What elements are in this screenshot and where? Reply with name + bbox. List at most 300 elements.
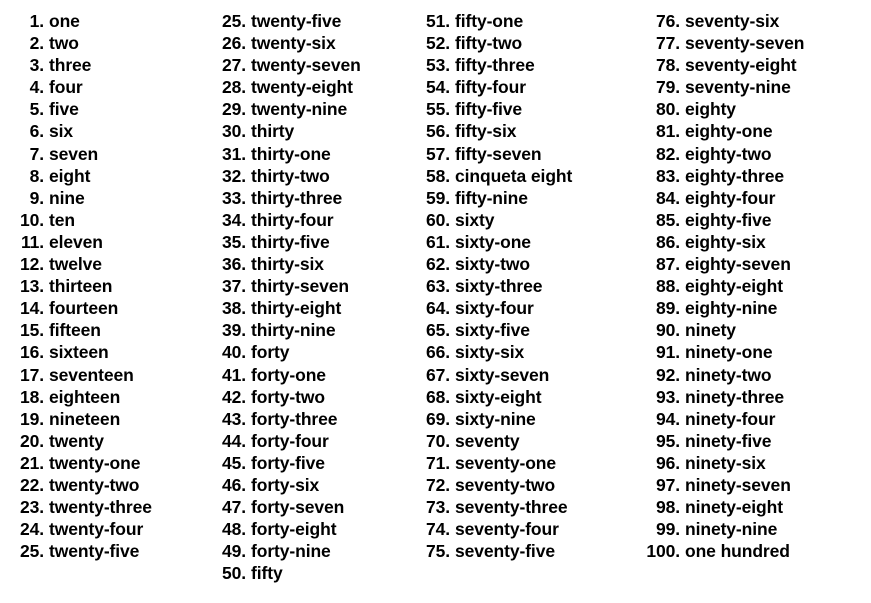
list-item-number: 46.	[221, 474, 246, 495]
list-item-word: thirty-five	[251, 231, 330, 252]
list-item-number: 60.	[425, 209, 450, 230]
list-item	[220, 496, 406, 518]
list-item-word: seventy-five	[455, 541, 555, 562]
list-item	[220, 10, 406, 32]
list-item-number: 72.	[425, 474, 450, 495]
list-item	[18, 297, 206, 319]
list-item-number: 88.	[655, 276, 680, 297]
list-item	[220, 386, 406, 408]
list-item	[18, 187, 206, 209]
list-item	[424, 253, 628, 275]
list-item-word: thirteen	[49, 276, 113, 297]
list-item	[646, 253, 871, 275]
list-item-number: 38.	[221, 298, 246, 319]
list-item-word: eighty-five	[685, 209, 772, 230]
list-item-word: eighty-six	[685, 231, 766, 252]
list-item-number: 25.	[221, 11, 246, 31]
list-item-word: sixty-five	[455, 320, 530, 341]
list-item-number: 55.	[425, 99, 450, 120]
list-item	[220, 76, 406, 98]
list-item	[220, 231, 406, 253]
list-item	[424, 231, 628, 253]
list-item-word: fifty-four	[455, 77, 526, 98]
list-item-word: twenty-three	[49, 497, 152, 518]
list-item-number: 34.	[221, 209, 246, 230]
list-item-number: 44.	[221, 430, 246, 451]
list-item-number: 22.	[19, 474, 44, 495]
list-item	[646, 275, 871, 297]
list-item-number: 97.	[655, 474, 680, 495]
list-item-word: forty-one	[251, 364, 326, 385]
list-item-word: forty-six	[251, 474, 320, 495]
list-item-word: ten	[49, 209, 75, 230]
list-item	[646, 341, 871, 363]
number-list-column-4	[628, 10, 871, 562]
list-item-number: 4.	[29, 77, 44, 98]
list-item-word: forty-seven	[251, 497, 345, 518]
list-item-number: 69.	[425, 408, 450, 429]
list-item-number: 73.	[425, 497, 450, 518]
list-item	[424, 98, 628, 120]
list-item-word: eighty-nine	[685, 298, 778, 319]
list-item	[424, 518, 628, 540]
list-item	[18, 474, 206, 496]
list-item-number: 80.	[655, 99, 680, 120]
list-item-word: forty-three	[251, 408, 338, 429]
list-item-number: 17.	[19, 364, 44, 385]
list-item	[18, 496, 206, 518]
list-item-number: 29.	[221, 99, 246, 120]
list-item	[220, 562, 406, 584]
list-item-number: 82.	[655, 143, 680, 164]
list-item-number: 56.	[425, 121, 450, 142]
list-item-word: sixty-two	[455, 254, 530, 275]
list-item	[220, 275, 406, 297]
list-item-number: 27.	[221, 55, 246, 76]
list-item-number: 81.	[655, 121, 680, 142]
list-item-word: twelve	[49, 254, 102, 275]
list-item	[18, 76, 206, 98]
list-item-number: 12.	[19, 254, 44, 275]
list-item-number: 45.	[221, 452, 246, 473]
list-item	[18, 98, 206, 120]
list-item-number: 30.	[221, 121, 246, 142]
list-item-number: 71.	[425, 452, 450, 473]
list-item-number: 26.	[221, 33, 246, 54]
list-item-word: seventy-eight	[685, 55, 797, 76]
list-item	[220, 319, 406, 341]
list-item-number: 7.	[29, 143, 44, 164]
list-item	[424, 474, 628, 496]
list-item-word: fifty-two	[455, 33, 523, 54]
list-item	[646, 209, 871, 231]
list-item-word: seventy-four	[455, 519, 559, 540]
list-item	[18, 341, 206, 363]
list-item	[18, 319, 206, 341]
list-item-number: 54.	[425, 77, 450, 98]
list-item-number: 100.	[646, 541, 680, 562]
list-item-word: fifty-one	[455, 11, 524, 31]
list-item	[18, 165, 206, 187]
list-item	[646, 408, 871, 430]
list-item	[424, 408, 628, 430]
list-item-number: 91.	[655, 342, 680, 363]
list-item-word: one hundred	[685, 541, 790, 562]
list-item-number: 78.	[655, 55, 680, 76]
list-item	[646, 319, 871, 341]
list-item	[424, 143, 628, 165]
list-item-number: 39.	[221, 320, 246, 341]
list-item	[220, 98, 406, 120]
list-item	[220, 452, 406, 474]
list-item-word: seventy-nine	[685, 77, 791, 98]
list-item-number: 37.	[221, 276, 246, 297]
list-item-number: 14.	[19, 298, 44, 319]
list-item-word: fifteen	[49, 320, 101, 341]
list-item	[424, 341, 628, 363]
list-item	[646, 474, 871, 496]
list-item-number: 35.	[221, 231, 246, 252]
list-item	[646, 120, 871, 142]
list-item	[220, 253, 406, 275]
list-item-number: 61.	[425, 231, 450, 252]
list-item-word: eighty-seven	[685, 254, 791, 275]
list-item	[220, 408, 406, 430]
list-item-word: eight	[49, 165, 91, 186]
list-item-number: 6.	[29, 121, 44, 142]
list-item	[424, 364, 628, 386]
list-item-word: fifty-nine	[455, 187, 528, 208]
list-item	[646, 518, 871, 540]
number-list-columns	[0, 10, 871, 584]
list-item-number: 13.	[19, 276, 44, 297]
list-item-number: 3.	[29, 55, 44, 76]
list-item-number: 16.	[19, 342, 44, 363]
list-item-number: 67.	[425, 364, 450, 385]
list-item-word: ninety-six	[685, 452, 766, 473]
list-item-number: 19.	[19, 408, 44, 429]
list-item-word: sixty-six	[455, 342, 525, 363]
list-item	[424, 430, 628, 452]
list-item	[424, 32, 628, 54]
list-item-word: thirty-one	[251, 143, 331, 164]
list-item-number: 24.	[19, 519, 44, 540]
number-list-column-1	[0, 10, 206, 562]
list-item-number: 42.	[221, 386, 246, 407]
list-item-word: seven	[49, 143, 99, 164]
list-item-word: eighty	[685, 99, 736, 120]
list-item-word: twenty-seven	[251, 55, 361, 76]
list-item	[220, 32, 406, 54]
list-item	[220, 430, 406, 452]
list-item-number: 96.	[655, 452, 680, 473]
list-item-word: twenty-eight	[251, 77, 353, 98]
list-item-word: fifty	[251, 563, 283, 584]
list-item-number: 68.	[425, 386, 450, 407]
list-item	[18, 10, 206, 32]
list-item	[18, 540, 206, 562]
list-item	[424, 452, 628, 474]
list-item-number: 36.	[221, 254, 246, 275]
list-item-number: 63.	[425, 276, 450, 297]
list-item-word: fifty-three	[455, 55, 535, 76]
list-item	[424, 319, 628, 341]
list-item	[220, 518, 406, 540]
list-item-word: eighty-three	[685, 165, 784, 186]
list-item-word: sixty	[455, 209, 495, 230]
list-item-number: 75.	[425, 541, 450, 562]
list-item-word: ninety	[685, 320, 736, 341]
list-item-word: thirty-seven	[251, 276, 349, 297]
list-item	[424, 54, 628, 76]
list-item-word: seventeen	[49, 364, 134, 385]
list-item	[424, 76, 628, 98]
list-item-number: 62.	[425, 254, 450, 275]
list-item-number: 58.	[425, 165, 450, 186]
list-item-word: sixteen	[49, 342, 109, 363]
list-item-word: eighty-one	[685, 121, 773, 142]
list-item-number: 11.	[20, 231, 44, 252]
list-item	[18, 253, 206, 275]
list-item	[424, 275, 628, 297]
list-item-word: two	[49, 33, 79, 54]
list-item	[646, 54, 871, 76]
list-item-number: 87.	[655, 254, 680, 275]
list-item-number: 85.	[655, 209, 680, 230]
list-item-word: twenty-five	[251, 11, 342, 31]
list-item-word: thirty	[251, 121, 295, 142]
list-item-word: sixty-seven	[455, 364, 550, 385]
list-item	[424, 120, 628, 142]
list-item-word: thirty-six	[251, 254, 324, 275]
list-item-number: 90.	[655, 320, 680, 341]
list-item	[18, 231, 206, 253]
list-item	[646, 452, 871, 474]
list-item	[220, 165, 406, 187]
list-item-number: 65.	[425, 320, 450, 341]
list-item	[220, 540, 406, 562]
list-item-number: 43.	[221, 408, 246, 429]
list-item-word: seventy-seven	[685, 33, 805, 54]
number-list-column-3	[406, 10, 628, 562]
list-item-number: 70.	[425, 430, 450, 451]
list-item-word: thirty-four	[251, 209, 334, 230]
list-item-word: four	[49, 77, 83, 98]
list-item-number: 21.	[19, 452, 44, 473]
list-item	[646, 32, 871, 54]
list-item	[646, 540, 871, 562]
list-item-word: forty-four	[251, 430, 329, 451]
list-item-number: 89.	[655, 298, 680, 319]
list-item	[646, 364, 871, 386]
list-item	[646, 187, 871, 209]
list-item	[18, 32, 206, 54]
list-item-number: 49.	[221, 541, 246, 562]
list-item-number: 47.	[221, 497, 246, 518]
list-item-word: ninety-two	[685, 364, 772, 385]
list-item-word: ninety-nine	[685, 519, 778, 540]
list-item	[220, 341, 406, 363]
list-item-word: ninety-seven	[685, 474, 791, 495]
list-item-word: forty-two	[251, 386, 325, 407]
list-item-number: 48.	[221, 519, 246, 540]
list-item-word: seventy-one	[455, 452, 557, 473]
list-item-word: ninety-five	[685, 430, 772, 451]
list-item	[18, 120, 206, 142]
list-item-word: thirty-three	[251, 187, 343, 208]
list-item-number: 74.	[425, 519, 450, 540]
list-item	[220, 54, 406, 76]
list-item	[646, 143, 871, 165]
list-item	[646, 76, 871, 98]
list-item-word: twenty-two	[49, 474, 140, 495]
list-item-number: 5.	[29, 99, 44, 120]
list-item-number: 32.	[221, 165, 246, 186]
list-item	[220, 187, 406, 209]
list-item	[424, 187, 628, 209]
list-item-number: 59.	[425, 187, 450, 208]
list-item	[220, 297, 406, 319]
list-item-word: fifty-six	[455, 121, 517, 142]
list-item-word: twenty-six	[251, 33, 336, 54]
list-item-number: 86.	[655, 231, 680, 252]
list-item	[646, 10, 871, 32]
list-item-word: ninety-one	[685, 342, 773, 363]
list-item-word: twenty	[49, 430, 104, 451]
list-item	[646, 231, 871, 253]
list-item-word: fifty-five	[455, 99, 523, 120]
list-item-number: 15.	[19, 320, 44, 341]
list-item-word: seventy	[455, 430, 520, 451]
list-item-word: twenty-nine	[251, 99, 348, 120]
number-list-column-2	[206, 10, 406, 584]
list-item	[18, 408, 206, 430]
list-item	[220, 474, 406, 496]
list-item-word: thirty-eight	[251, 298, 342, 319]
list-item-number: 84.	[655, 187, 680, 208]
list-item	[424, 297, 628, 319]
list-item-number: 77.	[655, 33, 680, 54]
list-item-word: eleven	[49, 231, 103, 252]
list-item-word: seventy-two	[455, 474, 556, 495]
list-item-word: twenty-one	[49, 452, 141, 473]
list-item-number: 31.	[221, 143, 246, 164]
list-item	[18, 364, 206, 386]
list-item	[424, 165, 628, 187]
list-item	[18, 209, 206, 231]
list-item-number: 52.	[425, 33, 450, 54]
list-item	[18, 386, 206, 408]
list-item-word: ninety-three	[685, 386, 784, 407]
list-item-number: 18.	[19, 386, 44, 407]
list-item-word: five	[49, 99, 79, 120]
list-item-number: 94.	[655, 408, 680, 429]
list-item	[18, 275, 206, 297]
list-item-number: 33.	[221, 187, 246, 208]
list-item-number: 92.	[655, 364, 680, 385]
list-item-word: sixty-four	[455, 298, 534, 319]
list-item	[646, 430, 871, 452]
list-item	[220, 143, 406, 165]
list-item-word: twenty-five	[49, 541, 140, 562]
list-item-number: 98.	[655, 497, 680, 518]
list-item-word: eighty-two	[685, 143, 772, 164]
list-item	[424, 10, 628, 32]
list-item-word: forty	[251, 342, 290, 363]
list-item	[18, 143, 206, 165]
list-item	[424, 209, 628, 231]
list-item-word: fifty-seven	[455, 143, 542, 164]
list-item-number: 1.	[29, 11, 44, 31]
list-item-number: 20.	[19, 430, 44, 451]
list-item-word: cinqueta eight	[455, 165, 573, 186]
list-item-word: thirty-two	[251, 165, 330, 186]
list-item	[18, 452, 206, 474]
list-item	[646, 98, 871, 120]
list-item-word: sixty-eight	[455, 386, 542, 407]
list-item-word: eighty-eight	[685, 276, 783, 297]
list-item	[220, 120, 406, 142]
list-item-number: 50.	[221, 563, 246, 584]
list-item-number: 40.	[221, 342, 246, 363]
list-item	[646, 165, 871, 187]
list-item-number: 64.	[425, 298, 450, 319]
list-item	[424, 496, 628, 518]
list-item-number: 95.	[655, 430, 680, 451]
list-item-number: 28.	[221, 77, 246, 98]
list-item-word: twenty-four	[49, 519, 144, 540]
list-item-word: sixty-three	[455, 276, 543, 297]
list-item	[18, 430, 206, 452]
list-item-number: 66.	[425, 342, 450, 363]
list-item-number: 79.	[655, 77, 680, 98]
list-item-word: thirty-nine	[251, 320, 336, 341]
list-item-word: sixty-nine	[455, 408, 536, 429]
list-item-word: forty-five	[251, 452, 325, 473]
list-item-number: 41.	[221, 364, 246, 385]
list-item-word: seventy-six	[685, 11, 780, 31]
list-item-number: 57.	[425, 143, 450, 164]
list-item	[424, 386, 628, 408]
list-item-number: 2.	[29, 33, 44, 54]
list-item	[18, 518, 206, 540]
list-item-number: 8.	[29, 165, 44, 186]
list-item-word: ninety-eight	[685, 497, 783, 518]
list-item-word: ninety-four	[685, 408, 776, 429]
list-item-number: 53.	[425, 55, 450, 76]
list-item-word: forty-eight	[251, 519, 337, 540]
list-item-word: six	[49, 121, 74, 142]
list-item	[646, 386, 871, 408]
list-item	[220, 209, 406, 231]
list-item-number: 99.	[655, 519, 680, 540]
list-item-word: three	[49, 55, 92, 76]
list-item-number: 51.	[425, 11, 450, 31]
list-item	[646, 496, 871, 518]
list-item-number: 9.	[29, 187, 44, 208]
list-item-word: one	[49, 11, 80, 31]
list-item	[18, 54, 206, 76]
list-item	[220, 364, 406, 386]
list-item-number: 10.	[19, 209, 44, 230]
list-item-word: forty-nine	[251, 541, 331, 562]
list-item-number: 23.	[19, 497, 44, 518]
list-item-word: eighteen	[49, 386, 121, 407]
list-item-word: eighty-four	[685, 187, 776, 208]
list-item	[646, 297, 871, 319]
list-item-word: sixty-one	[455, 231, 531, 252]
list-item-word: nine	[49, 187, 85, 208]
